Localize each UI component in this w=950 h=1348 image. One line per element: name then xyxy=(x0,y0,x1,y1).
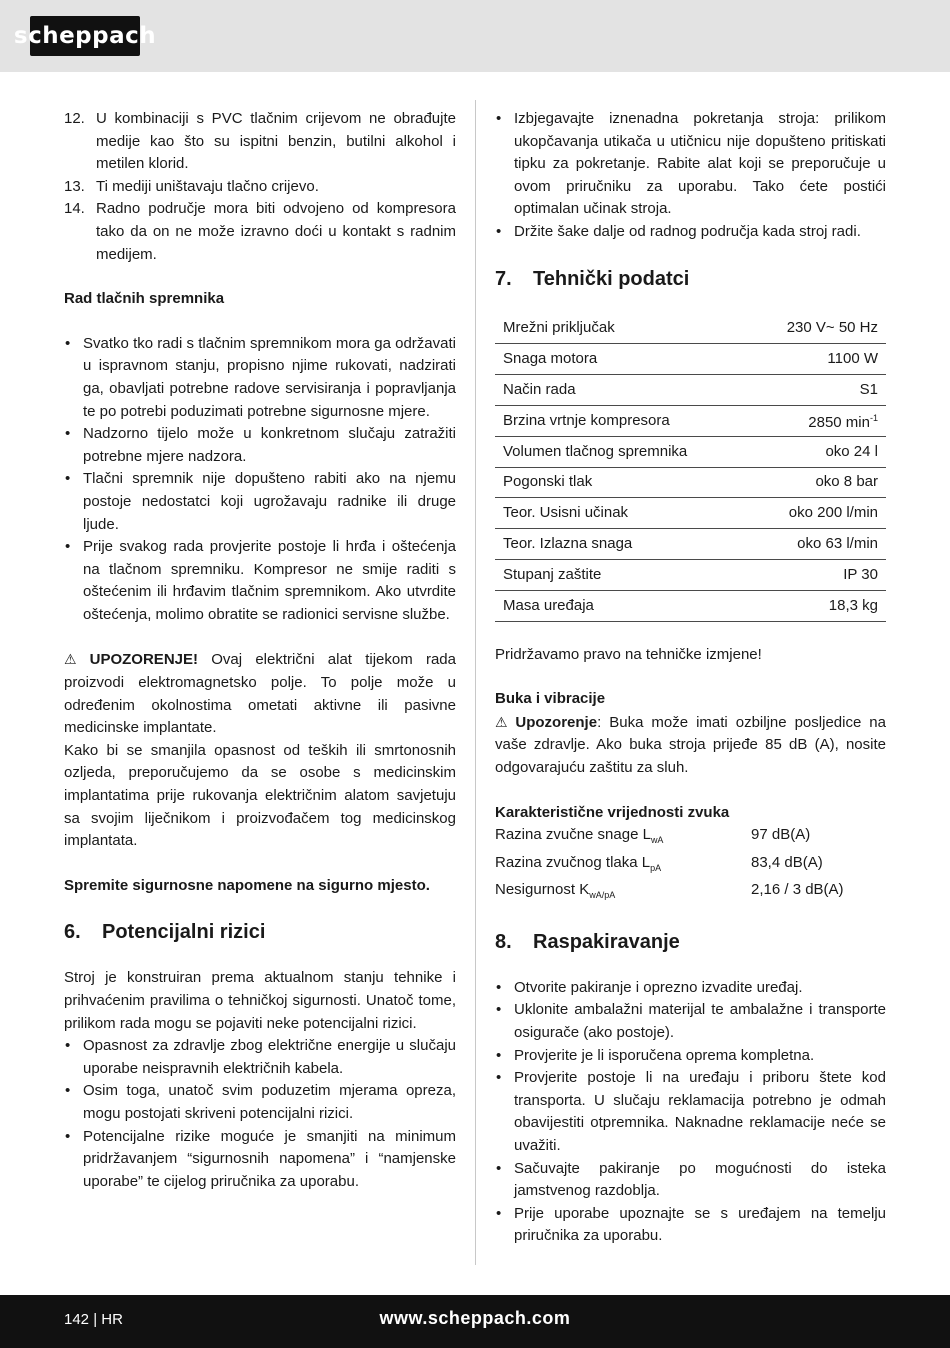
unpacking-bullet-list xyxy=(495,977,886,1248)
spec-value: oko 63 l/min xyxy=(750,529,886,560)
spec-value: oko 24 l xyxy=(750,436,886,467)
left-column xyxy=(64,108,456,1193)
risk-bullet-list xyxy=(64,1035,456,1193)
tank-bullet-list xyxy=(64,333,456,627)
list-item: • Otvorite pakiranje i oprezno izvadite uređaj. xyxy=(495,977,886,1000)
table-row xyxy=(495,529,886,560)
list-item: • Prije svakog rada provjerite postoje li hrđa i oštećenja na tlačnom spremniku. Kompresor ne smije raditi s oštećenim ili hrđavim tlačnim spremnikom. Ako utvrdite oštećenja, molimo obratite se radionici servisne službe. xyxy=(64,536,456,626)
table-row xyxy=(495,559,886,590)
noise-warning: ⚠ Upozorenje: Buka može imati ozbiljne posljedice na vaše zdravlje. Ako buka stroja prijeđe 85 dB (A), nosite odgovarajuću zaštitu za sluh. xyxy=(495,713,886,776)
noise-heading: Buka i vibracije xyxy=(495,690,606,708)
footer-bar xyxy=(0,1295,950,1348)
list-item: 13. Ti mediji uništavaju tlačno crijevo. xyxy=(64,177,319,195)
page-number: 142 | HR xyxy=(64,1311,123,1328)
list-item: • Osim toga, unatoč svim poduzetim mjerama opreza, mogu postojati skriveni potencijalni rizici. xyxy=(64,1080,456,1125)
spec-value: 2850 $\min^{-1}$ xyxy=(750,405,886,436)
list-item: • Tlačni spremnik nije dopušteno rabiti ako na njemu postoje nedostatci koji ugrožavaju radnike ili druge ljude. xyxy=(64,468,456,536)
sound-row: Nesigurnost $K_{wA/pA}$ 2,16 / 3 dB(A) xyxy=(495,881,844,901)
spec-label: Masa uređaja xyxy=(495,590,750,621)
spec-value: oko 8 bar xyxy=(750,467,886,498)
section-8-heading: 8. Raspakiravanje xyxy=(495,930,680,953)
list-item: • Izbjegavajte iznenadna pokretanja stroja: prilikom ukopčavanja utikača u utičnicu nije dopušteno pritiskati tipku za pokretanje. Rabite alat koji se preporučuje u ovom priručniku za uporabu. Tako ćete postići optimalan učinak stroja. xyxy=(495,108,886,221)
table-row xyxy=(495,467,886,498)
section-6-intro: Stroj je konstruiran prema aktualnom stanju tehnike i prihvaćenim pravilima o tehničkoj sigurnosti. Unatoč tome, prilikom rada mogu se pojaviti neke potencijalni rizici. xyxy=(64,969,456,1032)
technical-data-table xyxy=(495,314,886,622)
list-item: • Uklonite ambalažni materijal te ambalažne i transporte osigurače (ako postoje). xyxy=(495,999,886,1044)
list-item: • Prije uporabe upoznajte se s uređajem na temelju priručnika za uporabu. xyxy=(495,1203,886,1248)
warning-triangle-icon: ⚠ xyxy=(495,713,512,730)
list-item: • Potencijalne rizike moguće je smanjiti na minimum pridržavanjem “sigurnosnih napomena” i “namjenske uporabe” te cijelog priručnika za uporabu. xyxy=(64,1126,456,1194)
table-row xyxy=(495,405,886,436)
website-url: www.scheppach.com xyxy=(379,1308,571,1328)
list-item: • Provjerite postoje li na uređaju i priboru štete kod transporta. U slučaju reklamacija potrebno je odmah obavijestiti otpremnika. Naknadne reklamacije neće se uvažiti. xyxy=(495,1067,886,1157)
list-item: • Provjerite je li isporučena oprema kompletna. xyxy=(495,1045,886,1068)
table-row xyxy=(495,314,886,344)
spec-label: Pogonski tlak xyxy=(495,467,750,498)
warning-triangle-icon: ⚠ xyxy=(64,651,86,668)
technical-changes-note: Pridržavamo pravo na tehničke izmjene! xyxy=(495,645,762,663)
spec-value: 1100 W xyxy=(750,344,886,375)
sound-row: Razina zvučne snage $L_{wA}$ 97 dB(A) xyxy=(495,826,811,846)
table-row xyxy=(495,498,886,529)
spec-label: Mrežni priključak xyxy=(495,314,750,344)
list-item: • Opasnost za zdravlje zbog električne energije u slučaju uporabe neispravnih električnih kabela. xyxy=(64,1035,456,1080)
list-item: 14. Radno područje mora biti odvojeno od kompresora tako da on ne može izravno doći u kontakt s radnim medijem. xyxy=(64,200,456,263)
spec-label: Stupanj zaštite xyxy=(495,559,750,590)
table-row xyxy=(495,436,886,467)
list-item: • Držite šake dalje od radnog područja kada stroj radi. xyxy=(495,221,886,244)
spec-value: 230 V~ 50 Hz xyxy=(750,314,886,344)
list-item: • Nadzorno tijelo može u konkretnom slučaju zatražiti potrebne mjere nadzora. xyxy=(64,423,456,468)
sound-row: Razina zvučnog tlaka $L_{pA}$ 83,4 dB(A) xyxy=(495,853,823,873)
header-band xyxy=(0,0,950,72)
spec-value: IP 30 xyxy=(750,559,886,590)
list-item: • Svatko tko radi s tlačnim spremnikom mora ga održavati u ispravnom stanju, propisno njime rukovati, nadzirati ga, obavljati potrebne radove servisiranja i popravljanja te po potrebi poduzimati potrebne sigurnosne mjere. xyxy=(64,333,456,423)
column-divider xyxy=(475,100,476,1265)
scheppach-logo: scheppach xyxy=(30,16,140,56)
spec-value: 18,3 kg xyxy=(750,590,886,621)
spec-label: Volumen tlačnog spremnika xyxy=(495,436,750,467)
section-6-heading: 6. Potencijalni rizici xyxy=(64,921,266,944)
emf-warning-advice: Kako bi se smanjila opasnost od teških ili smrtonosnih ozljeda, preporučujemo da se osobe s medicinskim implantatima prije rukovanja električnim alatom savjetuju sa svojim liječnikom i proizvođačem tog medicinskog implantata. xyxy=(64,741,456,850)
section-7-heading: 7. Tehnički podatci xyxy=(495,267,690,290)
numbered-list xyxy=(64,108,456,266)
top-bullet-list xyxy=(495,108,886,244)
right-column xyxy=(495,108,886,1248)
spec-value: S1 xyxy=(750,375,886,406)
spec-label: Način rada xyxy=(495,375,750,406)
sound-values-heading: Karakteristične vrijednosti zvuka xyxy=(495,803,730,821)
sound-values xyxy=(495,824,886,907)
spec-label: Snaga motora xyxy=(495,344,750,375)
tank-heading: Rad tlačnih spremnika xyxy=(64,290,225,308)
table-row xyxy=(495,375,886,406)
spec-value: oko 200 l/min xyxy=(750,498,886,529)
emf-warning: ⚠ UPOZORENJE! Ovaj električni alat tijekom rada proizvodi elektromagnetsko polje. To polje može u određenim okolnostima ometati aktivne ili pasivne medicinske implantate. xyxy=(64,651,456,737)
spec-label: Teor. Izlazna snaga xyxy=(495,529,750,560)
spec-label: Brzina vrtnje kompresora xyxy=(495,405,750,436)
table-row xyxy=(495,344,886,375)
list-item: 12. U kombinaciji s PVC tlačnim crijevom ne obrađujte medije kao što su ispitni benzin, butilni alkohol i metilen klorid. xyxy=(64,110,456,173)
table-row xyxy=(495,590,886,621)
list-item: • Sačuvajte pakiranje po mogućnosti do isteka jamstvenog razdoblja. xyxy=(495,1158,886,1203)
save-note: Spremite sigurnosne napomene na sigurno mjesto. xyxy=(64,876,430,894)
spec-label: Teor. Usisni učinak xyxy=(495,498,750,529)
